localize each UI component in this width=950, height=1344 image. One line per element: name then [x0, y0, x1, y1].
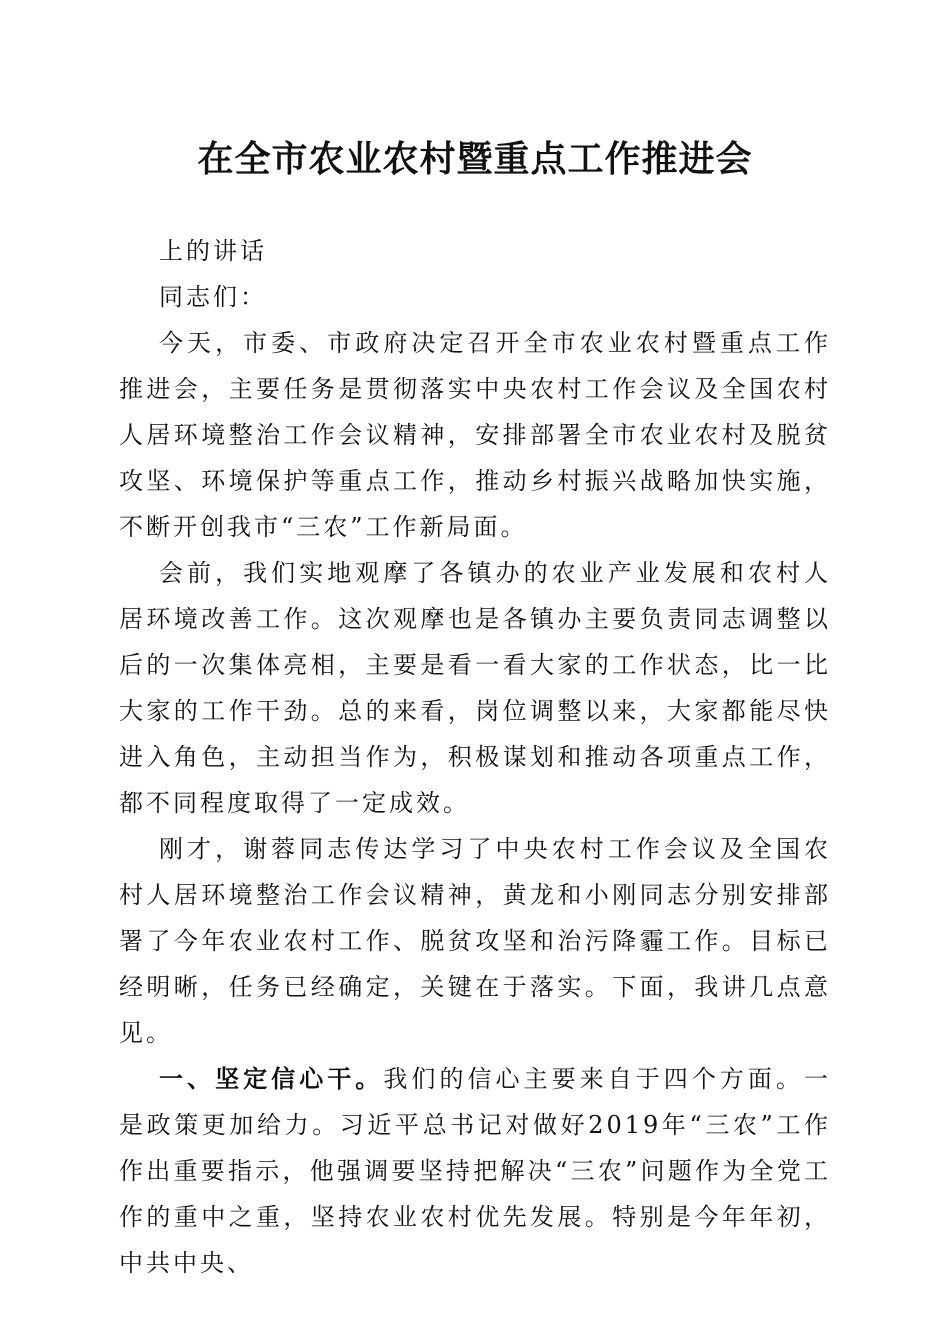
- paragraph-opening: 今天，市委、市政府决定召开全市农业农村暨重点工作推进会，主要任务是贯彻落实中央农村工作会议及全国农村人居环境整治工作会议精神，安排部署全市农业农村及脱贫攻坚、环境保护等重点工作，推动乡村振兴战略加快实施，不断开创我市“三农”工作新局面。: [119, 329, 831, 541]
- document-body: [119, 228, 831, 1286]
- paragraph-transition: 刚才，谢蓉同志传达学习了中央农村工作会议及全国农村人居环境整治工作会议精神，黄龙和小刚同志分别安排部署了今年农业农村工作、脱贫攻坚和治污降霾工作。目标已经明晰，任务已经确定，关键在于落实。下面，我讲几点意见。: [119, 835, 831, 1047]
- salutation: 同志们：: [159, 283, 267, 311]
- document-title: 在全市农业农村暨重点工作推进会: [197, 138, 753, 180]
- paragraph-observation: 会前，我们实地观摩了各镇办的农业产业发展和农村人居环境改善工作。这次观摩也是各镇办主要负责同志调整以后的一次集体亮相，主要是看一看大家的工作状态，比一比大家的工作干劲。总的来看，岗位调整以来，大家都能尽快进入角色，主动担当作为，积极谋划和推动各项重点工作，都不同程度取得了一定成效。: [119, 559, 831, 817]
- section-one-text: 我们的信心主要来自于四个方面。一是政策更加给力。习近平总书记对做好2019年“三农”工作作出重要指示，他强调要坚持把解决“三农”问题作为全党工作的重中之重，坚持农业农村优先发展。特别是今年年初，中共中央、: [119, 1065, 832, 1277]
- subtitle-line: 上的讲话: [159, 237, 267, 265]
- section-one-heading: 一、坚定信心干。: [159, 1065, 384, 1093]
- section-one-paragraph: [119, 1056, 831, 1286]
